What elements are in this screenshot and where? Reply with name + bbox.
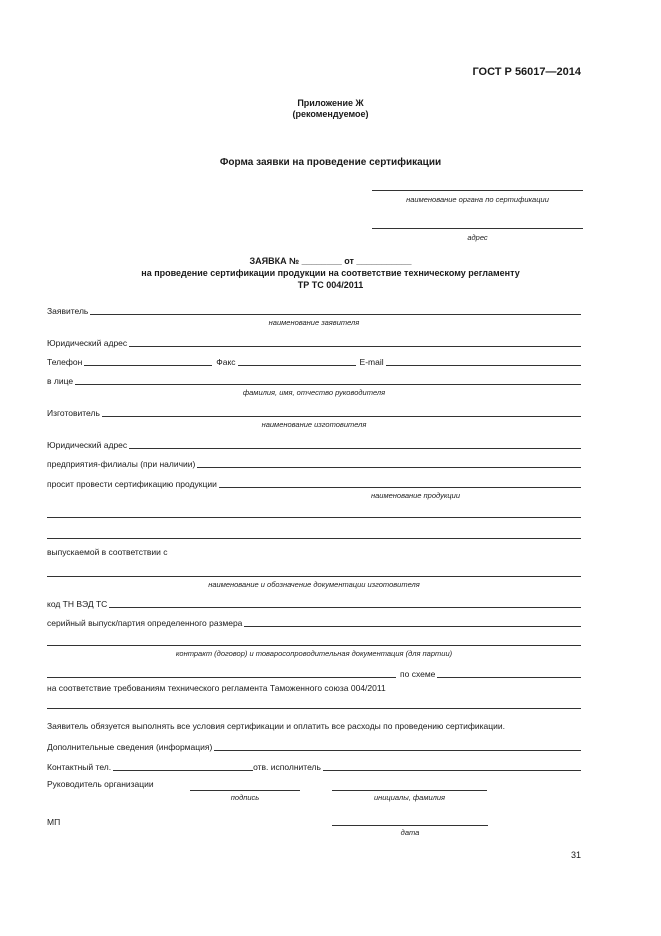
scheme-field[interactable]: [437, 669, 581, 678]
legal-address2-row: [47, 438, 581, 450]
legal-address-label: Юридический адрес: [47, 338, 128, 348]
address-line: [372, 228, 583, 229]
contract-caption: контракт (договор) и товаросопроводительная документация (для партии): [175, 649, 453, 658]
person-caption: фамилия, имя, отчество руководителя: [242, 388, 386, 397]
applicant-row: [47, 304, 581, 316]
additional-field[interactable]: [214, 742, 581, 751]
phone-field[interactable]: [84, 357, 212, 366]
tnved-field[interactable]: [109, 599, 581, 608]
compliance-line[interactable]: [47, 708, 581, 709]
additional-label: Дополнительные сведения (информация): [47, 742, 213, 752]
product-caption: наименование продукции: [370, 491, 460, 500]
contact-row: [47, 760, 581, 772]
produced-per-label: выпускаемой в соответствии с: [47, 547, 168, 557]
certification-body-caption: наименование органа по сертификации: [406, 195, 549, 204]
applicant-label: Заявитель: [47, 306, 89, 316]
contract-continuation-field[interactable]: [47, 669, 396, 678]
legal-address2-field[interactable]: [129, 440, 581, 449]
person-row: [47, 374, 581, 386]
page-number: 31: [570, 850, 581, 860]
address-caption: адрес: [467, 233, 488, 242]
signature-caption: подпись: [230, 793, 260, 802]
certification-body-line: [372, 190, 583, 191]
form-title: Форма заявки на проведение сертификации: [219, 157, 442, 168]
manufacturer-row: [47, 406, 581, 418]
fax-field[interactable]: [238, 357, 356, 366]
application-purpose: на проведение сертификации продукции на соответствие техническому регламенту: [141, 268, 520, 278]
product-extra-line-1[interactable]: [47, 517, 581, 518]
documentation-line[interactable]: [47, 576, 581, 577]
manufacturer-field[interactable]: [102, 408, 581, 417]
initials-caption: инициалы, фамилия: [373, 793, 446, 802]
manufacturer-caption: наименование изготовителя: [261, 420, 367, 429]
scheme-row: [47, 667, 581, 679]
appendix-title: Приложение Ж: [297, 98, 364, 108]
applicant-caption: наименование заявителя: [268, 318, 360, 327]
head-label: Руководитель организации: [47, 779, 154, 789]
branches-row: [47, 457, 581, 469]
contacts-row: [47, 355, 581, 367]
tnved-label: код ТН ВЭД ТС: [47, 599, 108, 609]
serial-label: серийный выпуск/партия определенного размера: [47, 618, 243, 628]
email-label: E-mail: [359, 357, 384, 367]
person-field[interactable]: [75, 376, 581, 385]
standard-number: ГОСТ Р 56017—2014: [472, 66, 581, 78]
legal-address-field[interactable]: [129, 338, 581, 347]
tnved-row: [47, 597, 581, 609]
application-number-line: ЗАЯВКА № ________ от ___________: [249, 256, 412, 266]
fax-label: Факс: [216, 357, 236, 367]
serial-row: [47, 616, 581, 628]
email-field[interactable]: [386, 357, 581, 366]
product-label: просит провести сертификацию продукции: [47, 479, 217, 489]
person-label: в лице: [47, 376, 74, 386]
phone-label: Телефон: [47, 357, 83, 367]
stamp-label: МП: [47, 817, 61, 827]
manufacturer-label: Изготовитель: [47, 408, 100, 418]
documentation-caption: наименование и обозначение документации изготовителя: [208, 580, 420, 589]
product-extra-line-2[interactable]: [47, 538, 581, 539]
legal-address2-label: Юридический адрес: [47, 440, 128, 450]
signature-line[interactable]: [190, 790, 300, 791]
contact-phone-field[interactable]: [113, 762, 253, 771]
product-field[interactable]: [219, 479, 581, 488]
executor-field[interactable]: [323, 762, 581, 771]
applicant-field[interactable]: [90, 306, 581, 315]
scheme-label: по схеме: [400, 669, 436, 679]
legal-address-row: [47, 336, 581, 348]
executor-label: отв. исполнитель: [253, 762, 321, 772]
initials-line[interactable]: [332, 790, 487, 791]
technical-regulation: ТР ТС 004/2011: [297, 280, 364, 290]
branches-field[interactable]: [197, 459, 581, 468]
appendix-note: (рекомендуемое): [292, 109, 369, 119]
contract-line[interactable]: [47, 645, 581, 646]
branches-label: предприятия-филиалы (при наличии): [47, 459, 196, 469]
contact-phone-label: Контактный тел.: [47, 762, 112, 772]
additional-row: [47, 740, 581, 752]
compliance-text: на соответствие требованиям технического регламента Таможенного союза 004/2011: [47, 683, 386, 693]
date-line[interactable]: [332, 825, 488, 826]
product-row: [47, 477, 581, 489]
obligation-text: Заявитель обязуется выполнять все условия сертификации и оплатить все расходы по проведению сертификации.: [47, 721, 505, 731]
serial-field[interactable]: [244, 618, 581, 627]
date-caption: дата: [400, 828, 420, 837]
